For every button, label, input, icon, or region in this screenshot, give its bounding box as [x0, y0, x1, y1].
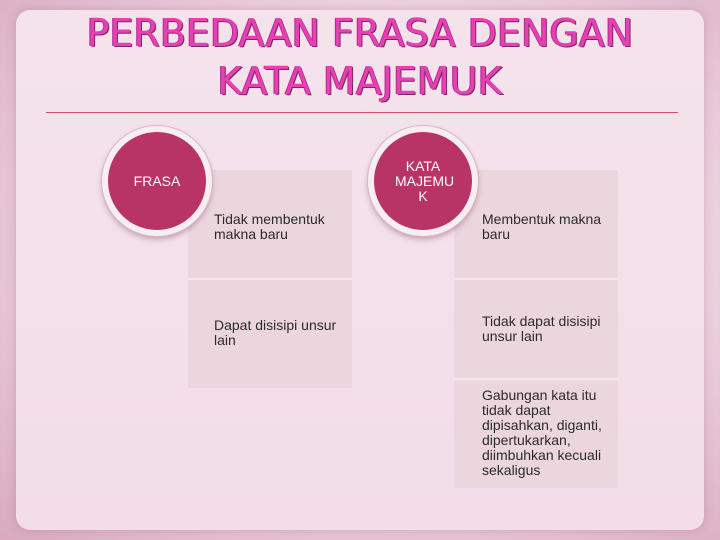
- kata-majemuk-divider-2: [454, 378, 618, 380]
- frasa-items-divider: [188, 278, 352, 280]
- kata-majemuk-heading: KATA MAJEMU K: [395, 157, 455, 204]
- kata-majemuk-circle: [368, 126, 478, 236]
- frasa-item-2: Dapat disisipi unsur lain: [214, 317, 337, 348]
- kata-majemuk-item-3: Gabungan kata itu tidak dapat dipisahkan, diganti, dipertukarkan, diimbuhkan kecuali sekaligus: [482, 387, 602, 478]
- title-divider: [46, 112, 678, 113]
- slide-title-line-2: KATA MAJEMUK: [217, 59, 503, 103]
- kata-majemuk-item-1: Membentuk makna baru: [482, 211, 602, 242]
- frasa-heading: FRASA: [133, 172, 181, 189]
- frasa-item-1: Tidak membentuk makna baru: [214, 211, 325, 242]
- frasa-circle: [102, 126, 212, 236]
- slide-title-line-1: PERBEDAAN FRASA DENGAN: [86, 11, 634, 55]
- kata-majemuk-item-2: Tidak dapat disisipi unsur lain: [482, 313, 601, 344]
- kata-majemuk-divider-1: [454, 278, 618, 280]
